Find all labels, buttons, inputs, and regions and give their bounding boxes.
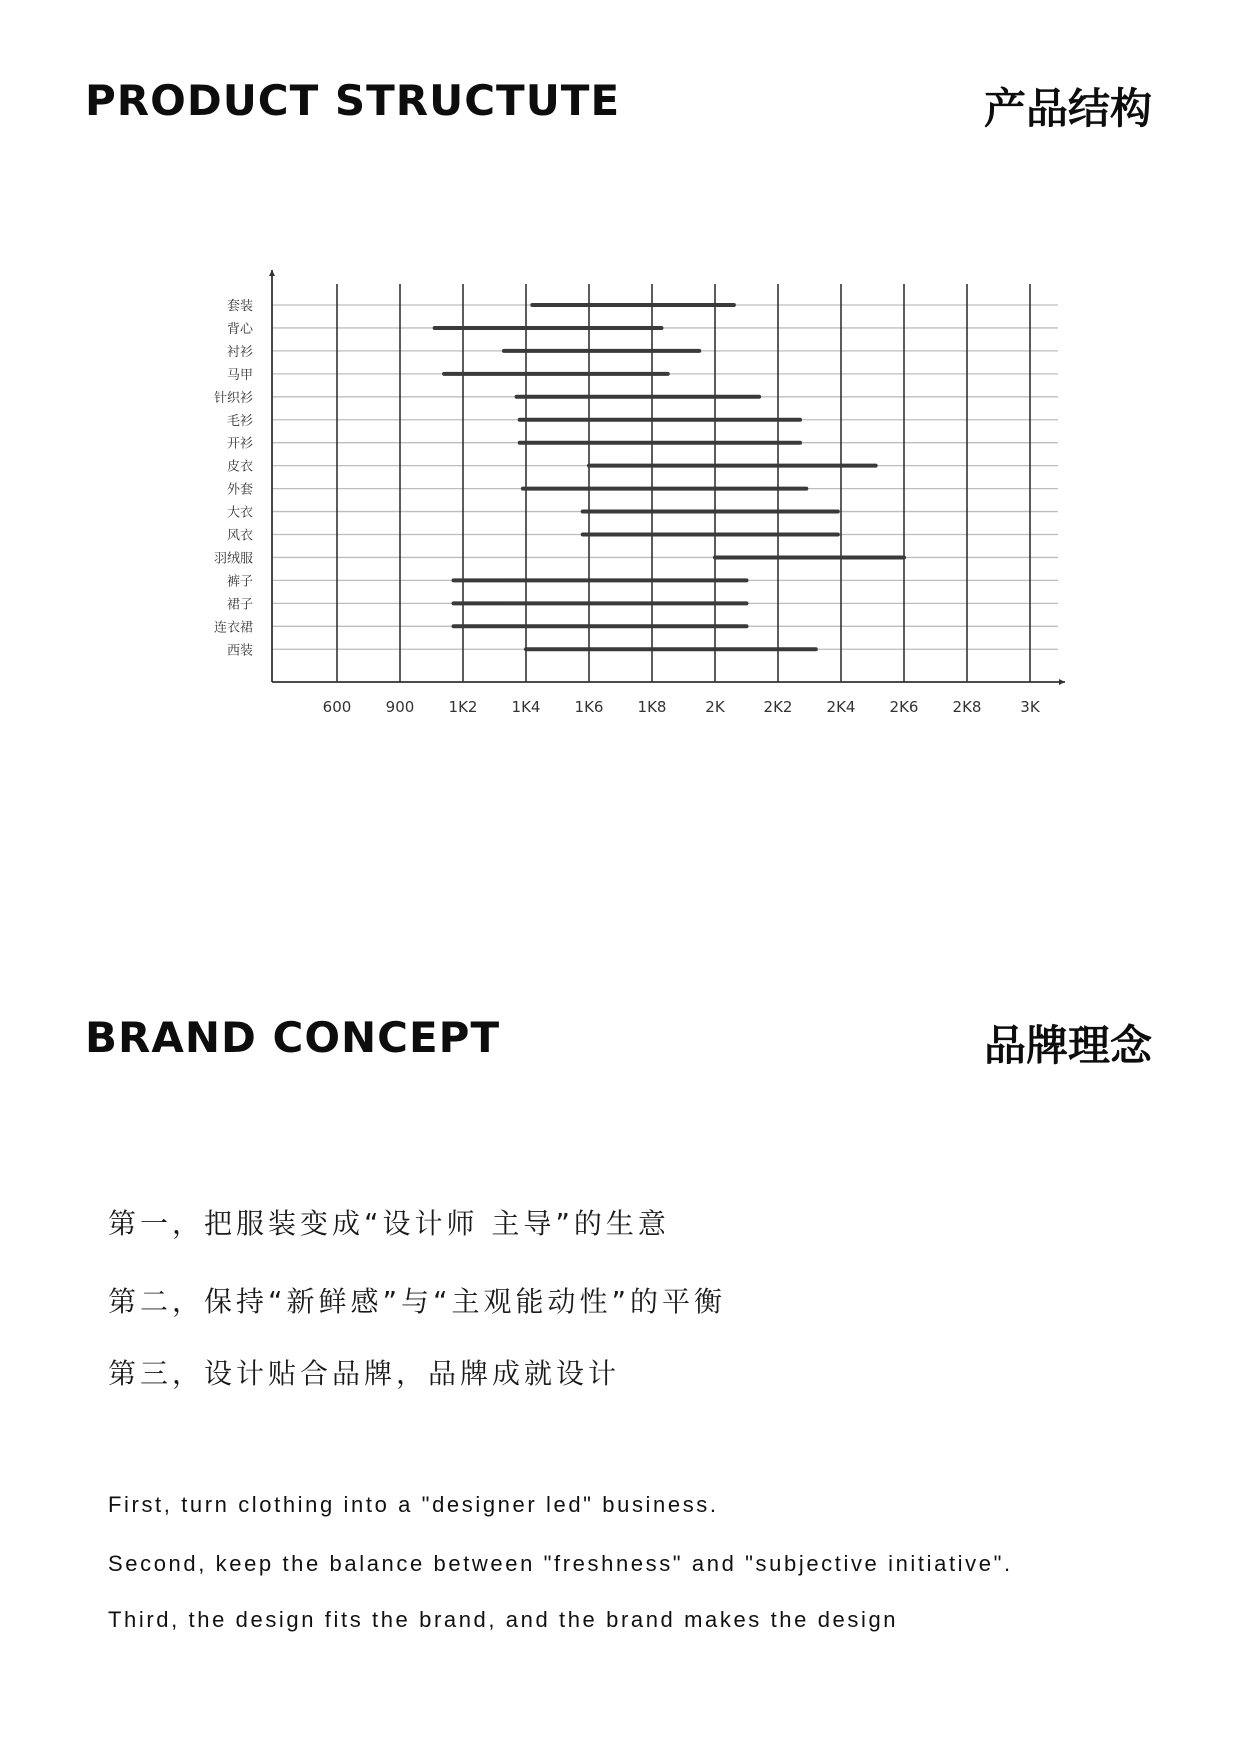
category-label: 大衣 [226,505,253,521]
x-axis-arrow [1059,679,1065,685]
category-label: 裤子 [226,574,253,590]
category-label: 套装 [226,299,253,314]
category-label: 马甲 [226,367,253,383]
category-label: 西装 [226,643,253,659]
concept-cn-line-3: 第三，设计贴合品牌，品牌成就设计 [108,1357,621,1390]
x-tick-label: 2K4 [826,698,856,716]
category-label: 外套 [226,482,253,498]
concept-cn-line-1: 第一，把服装变成“设计师 主导”的生意 [108,1207,670,1240]
y-axis-arrow [269,270,275,276]
category-label: 毛衫 [226,413,253,429]
x-tick-label: 1K4 [511,698,541,716]
category-label: 裙子 [226,597,253,613]
category-label: 羽绒服 [213,551,253,567]
concept-en-line-1: First, turn clothing into a "designer led" business. [108,1492,719,1517]
category-label: 针织衫 [213,390,253,406]
category-label: 背心 [226,321,253,337]
x-tick-label: 2K8 [952,698,982,716]
category-label: 衬衫 [226,344,253,360]
x-tick-label: 600 [322,698,352,716]
product-structure-title: PRODUCT STRUCTUTE [85,76,621,125]
x-tick-label: 900 [385,698,415,716]
category-label: 风衣 [226,528,253,544]
concept-en-line-3: Third, the design fits the brand, and the brand makes the design [108,1607,899,1632]
category-label: 连衣裙 [213,620,253,636]
brand-concept-title-cn: 品牌理念 [983,1021,1152,1070]
concept-en-line-2: Second, keep the balance between "freshness" and "subjective initiative". [108,1551,1013,1576]
x-tick-label: 3K [1020,698,1040,716]
category-label: 皮衣 [226,459,253,475]
x-tick-label: 2K6 [889,698,919,716]
x-tick-label: 2K [705,698,725,716]
x-tick-label: 1K2 [448,698,478,716]
x-tick-label: 1K6 [574,698,604,716]
product-price-range-chart [0,0,1240,760]
x-tick-label: 1K8 [637,698,667,716]
brand-concept-title: BRAND CONCEPT [85,1013,501,1062]
x-tick-label: 2K2 [763,698,793,716]
category-label: 开衫 [226,436,253,452]
product-structure-title-cn: 产品结构 [983,84,1152,133]
concept-cn-line-2: 第二，保持“新鲜感”与“主观能动性”的平衡 [108,1285,727,1318]
